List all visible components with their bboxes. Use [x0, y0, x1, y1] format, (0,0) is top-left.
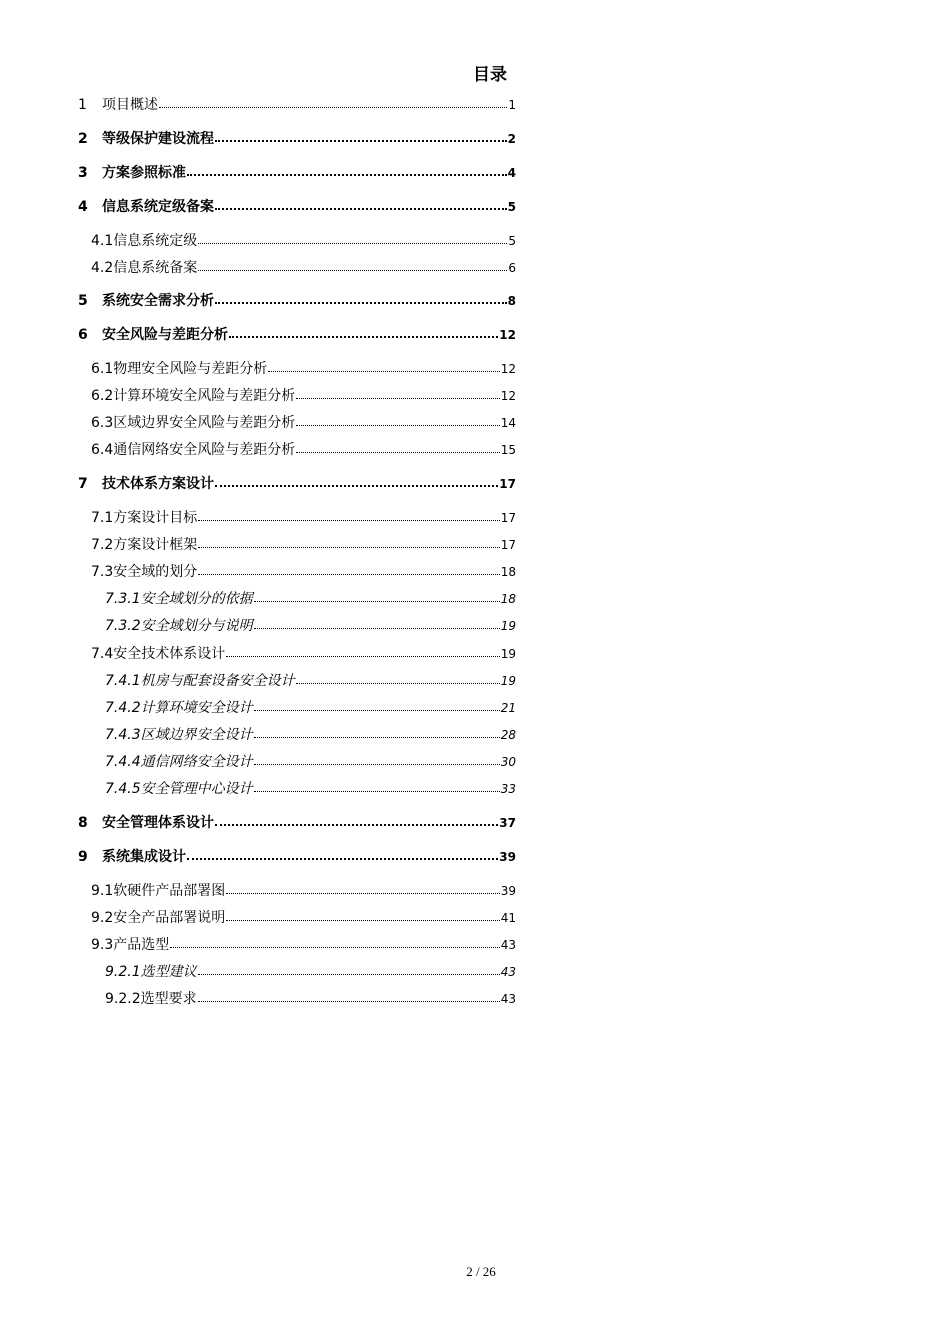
- dot-leader: [198, 519, 499, 521]
- toc-entry-page: 39: [499, 850, 516, 864]
- toc-entry[interactable]: [78, 258, 516, 278]
- toc-entry-page: 43: [500, 992, 516, 1006]
- dot-leader: [198, 269, 507, 271]
- toc-entry-number: 6.4: [91, 442, 114, 458]
- toc-entry-page: 18: [500, 565, 516, 579]
- dot-leader: [229, 335, 498, 338]
- toc-entry-page: 5: [507, 200, 516, 214]
- toc-entry[interactable]: [78, 962, 516, 982]
- dot-leader: [215, 139, 507, 142]
- toc-entry-label: 物理安全风险与差距分析: [113, 361, 268, 377]
- toc-entry[interactable]: [78, 779, 516, 799]
- dot-leader: [198, 1000, 500, 1002]
- toc-entry-label: 安全管理中心设计: [140, 781, 253, 797]
- toc-entry-page: 4: [507, 166, 516, 180]
- toc-entry-page: 43: [500, 938, 516, 952]
- dot-leader: [296, 451, 499, 453]
- toc-entry-number: 5: [78, 293, 88, 309]
- toc-entry-page: 17: [500, 538, 516, 552]
- toc-entry-label: 安全产品部署说明: [113, 910, 226, 926]
- toc-entry-page: 17: [500, 511, 516, 525]
- toc-entry-label: 通信网络安全风险与差距分析: [113, 442, 296, 458]
- toc-entry-number: 6: [78, 327, 88, 343]
- dot-leader: [296, 424, 499, 426]
- toc-entry[interactable]: [78, 474, 516, 494]
- toc-entry-label: 安全技术体系设计: [113, 646, 226, 662]
- toc-entry[interactable]: [78, 752, 516, 772]
- toc-entry-page: 12: [500, 362, 516, 376]
- toc-entry-page: 14: [500, 416, 516, 430]
- dot-leader: [296, 397, 499, 399]
- toc-entry-number: 7.3.2: [105, 618, 141, 634]
- toc-entry-label: 计算环境安全设计: [140, 700, 253, 716]
- toc-entry-label: 信息系统定级备案: [102, 199, 214, 215]
- dot-leader: [170, 946, 499, 948]
- toc-entry-page: 43: [500, 965, 516, 979]
- toc-entry[interactable]: [78, 129, 516, 149]
- toc-entry-page: 33: [500, 782, 516, 796]
- dot-leader: [215, 823, 498, 826]
- dot-leader: [254, 709, 500, 711]
- toc-entry-number: 7.2: [91, 537, 114, 553]
- dot-leader: [215, 207, 507, 210]
- toc-entry[interactable]: [78, 231, 516, 251]
- toc-entry-label: 选型要求: [140, 991, 197, 1007]
- toc-entry-page: 37: [499, 816, 516, 830]
- toc-entry[interactable]: [78, 440, 516, 460]
- toc-entry[interactable]: [78, 698, 516, 718]
- dot-leader: [254, 600, 500, 602]
- toc-entry-label: 通信网络安全设计: [140, 754, 253, 770]
- toc-entry-number: 9.1: [91, 883, 114, 899]
- toc-entry[interactable]: [78, 163, 516, 183]
- toc-entry[interactable]: [78, 413, 516, 433]
- toc-entry-number: 7.4.2: [105, 700, 141, 716]
- toc-entry-page: 12: [499, 328, 516, 342]
- toc-entry-label: 等级保护建设流程: [102, 131, 214, 147]
- toc-entry[interactable]: [78, 989, 516, 1009]
- toc-entry-number: 7.3: [91, 564, 114, 580]
- toc-entry-number: 7.4.1: [105, 673, 141, 689]
- toc-entry-number: 7.4.4: [105, 754, 141, 770]
- toc-entry-page: 21: [500, 701, 516, 715]
- toc-entry-label: 信息系统定级: [113, 233, 198, 249]
- dot-leader: [254, 790, 500, 792]
- toc-entry-number: 7.4: [91, 646, 114, 662]
- toc-entry-number: 6.2: [91, 388, 114, 404]
- toc-entry-page: 19: [500, 647, 516, 661]
- toc-entry[interactable]: [78, 847, 516, 867]
- toc-entry-number: 7.1: [91, 510, 114, 526]
- toc-entry-page: 12: [500, 389, 516, 403]
- toc-entry[interactable]: [78, 589, 516, 609]
- toc-entry[interactable]: [78, 386, 516, 406]
- toc-entry-page: 6: [508, 261, 516, 275]
- toc-entry-label: 软硬件产品部署图: [113, 883, 226, 899]
- toc-entry-label: 信息系统备案: [113, 260, 198, 276]
- dot-leader: [198, 973, 500, 975]
- toc-entry-number: 7.4.3: [105, 727, 141, 743]
- toc-entry-label: 安全域划分的依据: [140, 591, 253, 607]
- toc-entry[interactable]: [78, 562, 516, 582]
- dot-leader: [187, 857, 498, 860]
- dot-leader: [254, 763, 500, 765]
- toc-entry[interactable]: [78, 813, 516, 833]
- toc-entry[interactable]: [78, 881, 516, 901]
- toc-entry[interactable]: [78, 197, 516, 217]
- dot-leader: [198, 573, 499, 575]
- toc-entry-number: 9: [78, 849, 88, 865]
- toc-entry[interactable]: [78, 535, 516, 555]
- toc-entry-page: 19: [500, 619, 516, 633]
- toc-entry-number: 4.1: [91, 233, 114, 249]
- toc-entry-page: 19: [500, 674, 516, 688]
- toc-entry-number: 7.4.5: [105, 781, 141, 797]
- dot-leader: [268, 370, 499, 372]
- toc-entry-label: 安全风险与差距分析: [102, 327, 228, 343]
- toc-entry-number: 1: [78, 97, 87, 113]
- toc-entry-number: 2: [78, 131, 88, 147]
- toc-entry-number: 3: [78, 165, 88, 181]
- page-indicator: 2 / 26: [466, 1264, 496, 1279]
- toc-entry[interactable]: [78, 725, 516, 745]
- toc-entry-number: 8: [78, 815, 88, 831]
- toc-entry-label: 安全管理体系设计: [102, 815, 214, 831]
- toc-entry[interactable]: [78, 95, 516, 115]
- toc-entry[interactable]: [78, 616, 516, 636]
- toc-entry-label: 方案设计框架: [113, 537, 198, 553]
- toc-entry[interactable]: [78, 908, 516, 928]
- toc-entry-number: 6.1: [91, 361, 114, 377]
- dot-leader: [226, 919, 499, 921]
- toc-entry-number: 4: [78, 199, 88, 215]
- toc-entry-label: 区域边界安全风险与差距分析: [113, 415, 296, 431]
- toc-entry-label: 区域边界安全设计: [140, 727, 253, 743]
- toc-entry-label: 方案设计目标: [113, 510, 198, 526]
- toc-entry-page: 2: [507, 132, 516, 146]
- toc-entry[interactable]: [78, 644, 516, 664]
- toc-entry-label: 系统安全需求分析: [102, 293, 214, 309]
- toc-entry-label: 安全域的划分: [113, 564, 198, 580]
- toc-entry-label: 机房与配套设备安全设计: [140, 673, 295, 689]
- toc-entry-number: 7.3.1: [105, 591, 141, 607]
- toc-entry[interactable]: [78, 935, 516, 955]
- toc-entry-page: 17: [499, 477, 516, 491]
- toc-entry-number: 9.2.2: [105, 991, 141, 1007]
- toc-entry[interactable]: [78, 291, 516, 311]
- dot-leader: [187, 173, 507, 176]
- toc-entry-page: 39: [500, 884, 516, 898]
- toc-entry-label: 安全域划分与说明: [140, 618, 253, 634]
- toc-entry-label: 系统集成设计: [102, 849, 186, 865]
- dot-leader: [198, 242, 507, 244]
- dot-leader: [254, 627, 500, 629]
- toc-entry[interactable]: [78, 359, 516, 379]
- toc-title: 目录: [473, 65, 507, 85]
- toc-entry[interactable]: [78, 325, 516, 345]
- toc-entry-label: 计算环境安全风险与差距分析: [113, 388, 296, 404]
- dot-leader: [215, 484, 498, 487]
- toc-entry-page: 18: [500, 592, 516, 606]
- toc-entry-label: 技术体系方案设计: [102, 476, 214, 492]
- dot-leader: [296, 682, 500, 684]
- dot-leader: [159, 106, 507, 108]
- toc-entry-number: 9.2.1: [105, 964, 141, 980]
- dot-leader: [226, 655, 499, 657]
- toc-entry-label: 项目概述: [102, 97, 158, 113]
- toc-entry-page: 30: [500, 755, 516, 769]
- toc-entry-label: 选型建议: [140, 964, 197, 980]
- toc-entry-number: 4.2: [91, 260, 114, 276]
- toc-entry-page: 8: [507, 294, 516, 308]
- dot-leader: [215, 301, 507, 304]
- toc-entry-number: 9.3: [91, 937, 114, 953]
- toc-entry-page: 41: [500, 911, 516, 925]
- dot-leader: [254, 736, 500, 738]
- toc-entry[interactable]: [78, 671, 516, 691]
- toc-entry-page: 1: [508, 98, 516, 112]
- toc-entry-label: 方案参照标准: [102, 165, 186, 181]
- toc-entry-number: 7: [78, 476, 88, 492]
- toc-entry-page: 28: [500, 728, 516, 742]
- toc-entry-label: 产品选型: [113, 937, 170, 953]
- toc-entry-page: 5: [508, 234, 516, 248]
- dot-leader: [198, 546, 499, 548]
- toc-entry-number: 9.2: [91, 910, 114, 926]
- toc-entry-number: 6.3: [91, 415, 114, 431]
- toc-entry[interactable]: [78, 508, 516, 528]
- toc-entry-page: 15: [500, 443, 516, 457]
- dot-leader: [226, 892, 499, 894]
